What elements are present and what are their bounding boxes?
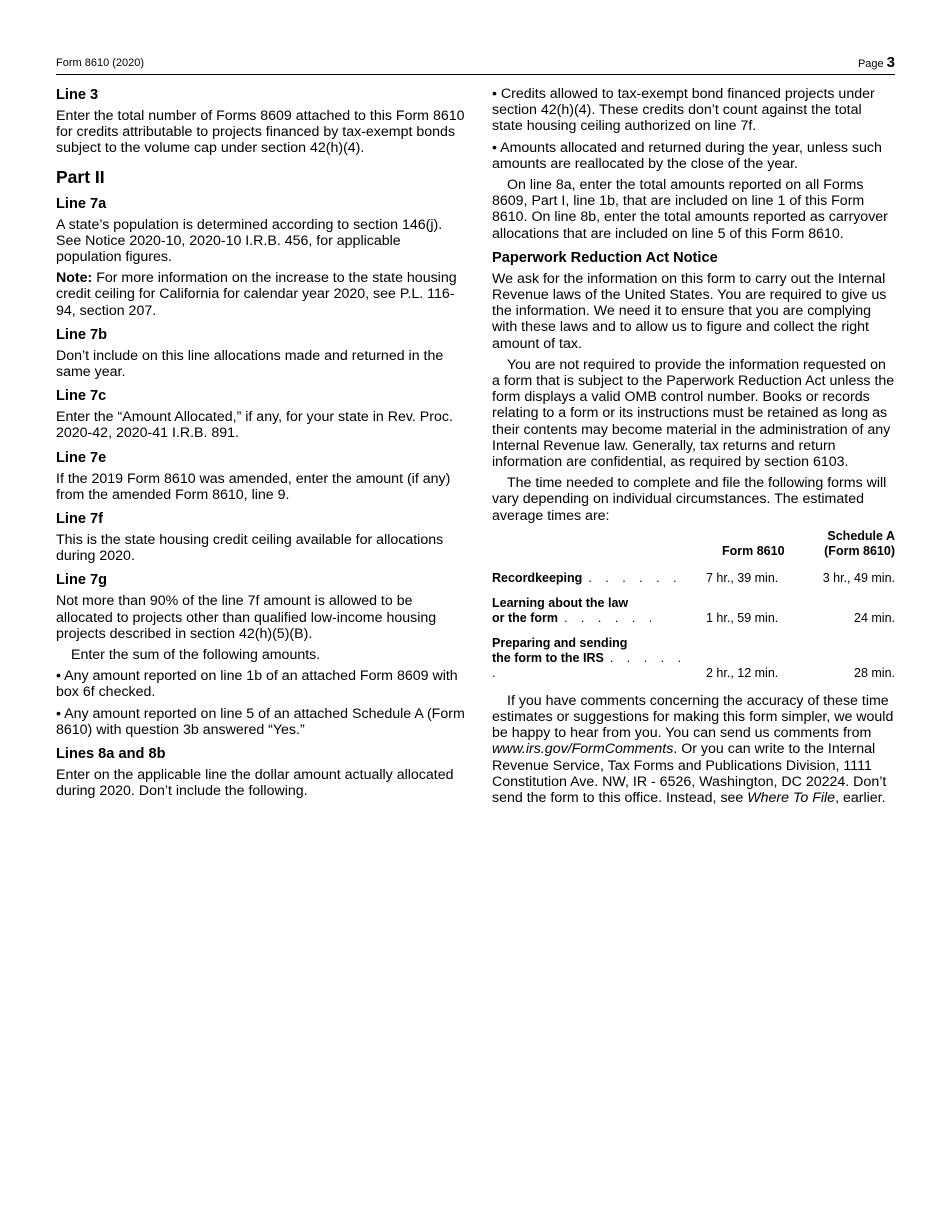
col-schedule-a-line1: Schedule A [827, 528, 895, 543]
comments-paragraph: If you have comments concerning the accuracy of these time estimates or suggestions for making this form simpler, we would be happy to hear from you. You can send us comments from www.irs.gov/FormComments. Or you can write to the Internal Revenue Service, Tax Forms and Publications Division, 1111 Constitution Ave. NW, IR - 6526, Washington, DC 20224. Don’t send the form to this office. Instead, see Where To File, earlier. [492, 692, 894, 807]
page-header [56, 54, 895, 75]
line7g-bullet-2: • Any amount reported on line 5 of an attached Schedule A (Form 8610) with question 3b answered “Yes.” [56, 705, 465, 738]
schedule-time: 24 min. [854, 610, 895, 625]
line7g-bullet-1: • Any amount reported on line 1b of an attached Form 8609 with box 6f checked. [56, 668, 458, 701]
line7e-text: If the 2019 Form 8610 was amended, enter the amount (if any) from the amended Form 8610, line 9. [56, 470, 451, 503]
line7c-text: Enter the “Amount Allocated,” if any, for your state in Rev. Proc. 2020-42, 2020-41 I.R.B. 891. [56, 409, 453, 442]
where-to-file-ref: Where To File [747, 790, 836, 807]
line7f-heading: Line 7f [56, 511, 104, 528]
lines8-text: Enter on the applicable line the dollar amount actually allocated during 2020. Don’t include the following. [56, 767, 454, 800]
line3-heading: Line 3 [56, 87, 99, 103]
pra-paragraph-2: You are not required to provide the information requested on a form that is subject to the Paperwork Reduction Act unless the form displays a valid OMB control number. Books or records relating to a form or its instructions must be retained as long as their contents may become material in the administration of any Internal Revenue law. Generally, tax returns and return information are confidential, as required by section 6103. [492, 356, 895, 471]
schedule-time: 3 hr., 49 min. [822, 570, 895, 585]
pra-heading: Paperwork Reduction Act Notice [492, 249, 718, 266]
line7g-sum-text: Enter the sum of the following amounts. [71, 647, 321, 664]
line7b-heading: Line 7b [56, 326, 108, 343]
pra-paragraph-1: We ask for the information on this form to carry out the Internal Revenue laws of the United States. You are required to give us the information. We need it to ensure that you are complying with these laws and to allow us to figure and collect the right amount of tax. [492, 270, 887, 352]
right-column [492, 86, 895, 811]
page-number: 3 [886, 54, 895, 71]
lines8-heading: Lines 8a and 8b [56, 746, 166, 763]
line7a-heading: Line 7a [56, 195, 107, 212]
line7b-text: Don’t include on this line allocations made and returned in the same year. [56, 347, 444, 381]
row-label: Learning about the law or the form . . . . . . [492, 595, 658, 625]
form-time: 7 hr., 39 min. [706, 570, 779, 585]
form-id: Form 8610 (2020) [56, 57, 145, 69]
line7a-text: A state’s population is determined according to section 146(j). See Notice 2020-10, 2020-10 I.R.B. 456, for applicable population figures. [56, 216, 443, 266]
row-label: Preparing and sending the form to the IRS . . . . . . [492, 635, 687, 680]
col-form-8610: Form 8610 [722, 543, 785, 558]
note-lead: Note: [56, 270, 93, 287]
schedule-time: 28 min. [854, 665, 895, 680]
form-time: 2 hr., 12 min. [706, 665, 779, 680]
form-comments-link[interactable]: www.irs.gov/FormComments [492, 741, 674, 758]
left-column [56, 86, 466, 804]
time-estimates-table [492, 529, 895, 687]
line7g-heading: Line 7g [56, 572, 108, 589]
line7f-text: This is the state housing credit ceiling available for allocations during 2020. [56, 532, 444, 565]
leader-dots: . . . . . . [563, 610, 658, 625]
table-header-row [492, 529, 895, 567]
leader-dots: . . . . . . [492, 650, 687, 680]
line7a-note [56, 270, 466, 319]
page-label: Page [857, 58, 884, 70]
line8-instructions: On line 8a, enter the total amounts reported on all Forms 8609, Part I, line 1b, that are included on line 1 of this Form 8610. On line 8b, enter the total amounts reported as carryover allocations that are included on line 5 of this Form 8610. [492, 177, 888, 242]
right-bullet-1: • Credits allowed to tax-exempt bond financed projects under section 42(h)(4). These credits don’t count against the total state housing ceiling authorized on line 7f. [492, 86, 875, 135]
col-schedule-a-line2: (Form 8610) [824, 543, 895, 558]
pra-paragraph-3: The time needed to complete and file the following forms will vary depending on individual circumstances. The estimated average times are: [492, 475, 887, 524]
line7g-text: Not more than 90% of the line 7f amount is allowed to be allocated to projects other than qualified low-income housing projects described in section 42(h)(5)(B). [56, 593, 437, 642]
note-text: For more information on the increase to the state housing credit ceiling for California for calendar year 2020, see P.L. 116-94, section 207. [56, 270, 457, 319]
right-bullet-2: • Amounts allocated and returned during the year, unless such amounts are reallocated by the close of the year. [492, 139, 882, 172]
form-time: 1 hr., 59 min. [706, 610, 779, 625]
line7c-heading: Line 7c [56, 388, 107, 405]
part2-heading: Part II [56, 166, 105, 187]
page-indicator [858, 54, 895, 71]
line3-text: Enter the total number of Forms 8609 attached to this Form 8610 for credits attributable to projects financed by tax-exempt bonds subject to the volume cap under section 42(h)(4). [56, 108, 465, 157]
row-label: Recordkeeping . . . . . . [492, 570, 682, 585]
line7e-heading: Line 7e [56, 449, 107, 466]
table-row [492, 592, 895, 632]
col-schedule-a [805, 529, 895, 567]
table-row [492, 632, 895, 687]
table-row [492, 567, 895, 592]
leader-dots: . . . . . . [588, 570, 682, 585]
